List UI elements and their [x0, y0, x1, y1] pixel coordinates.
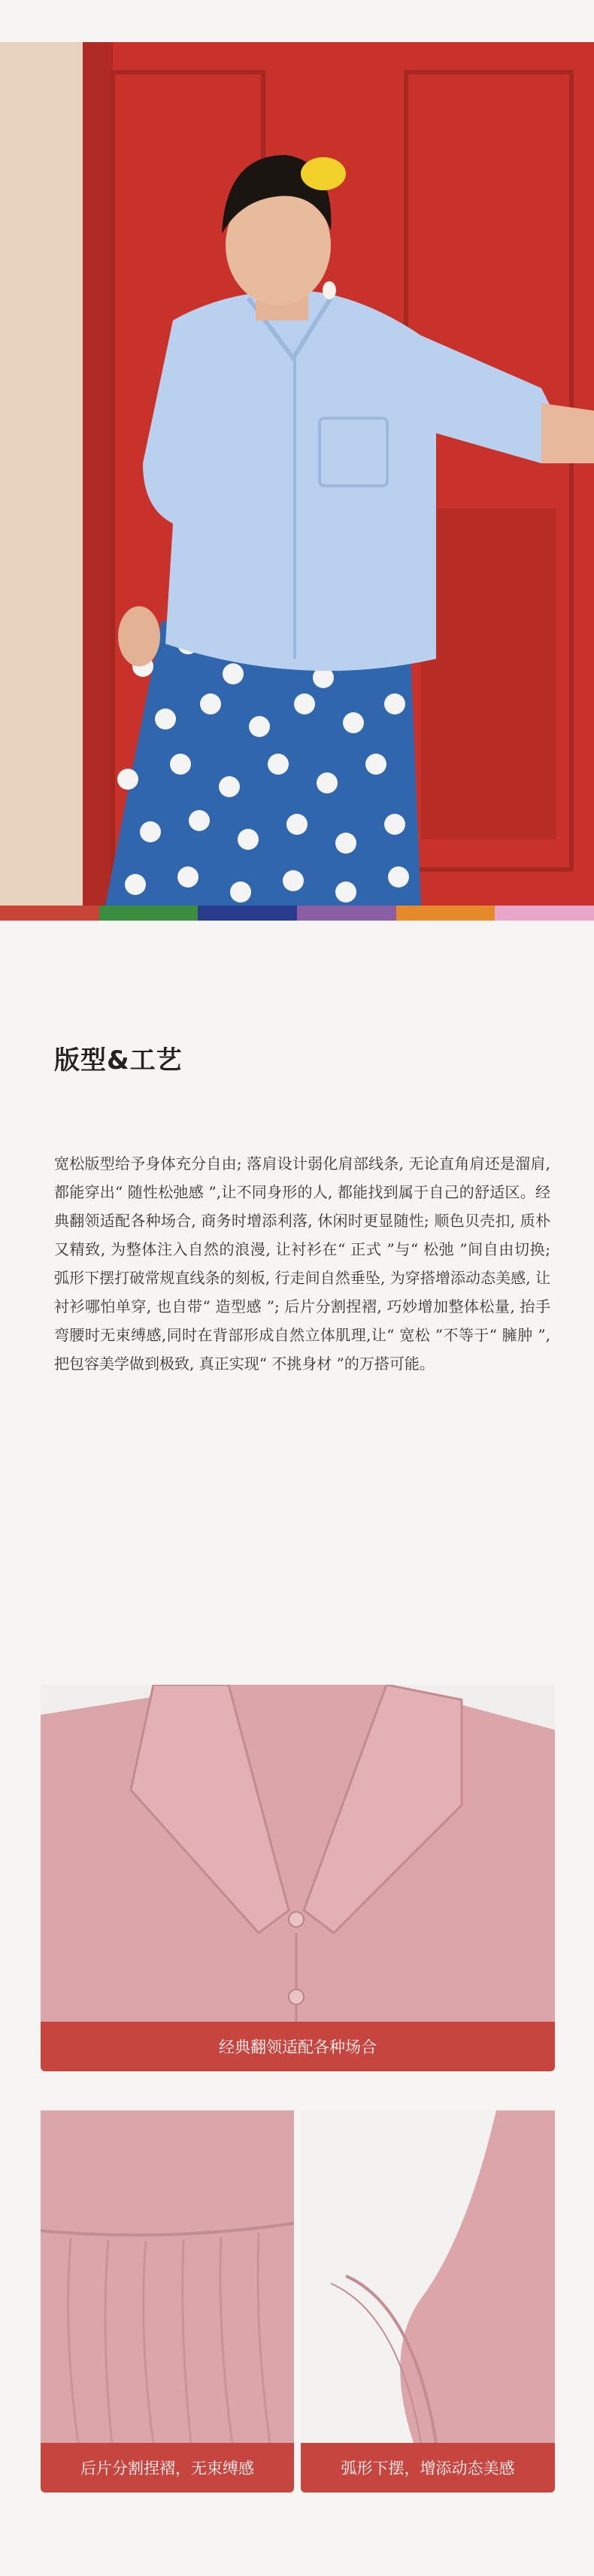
section-description: 宽松版型给予身体充分自由; 落肩设计弱化肩部线条, 无论直角肩还是溜肩, 都能穿出“ 随性松弛感 ”,让不同身形的人, 都能找到属于自己的舒适区。经典翻领适配各种场合, 商务时增添利落, 休闲时更显随性; 顺色贝壳扣, 质朴又精致, 为整体注入自然的浪漫, 让衬衫在“ 正式 ”与“ 松弛 ”间自由切换; 弧形下摆打破常规直线条的刻板, 行走间自然垂坠, 为穿搭增添动态美感, 让衬衫哪怕单穿, 也自带“ 造型感 ”; 后片分割捏褶, 巧妙增加整体松量, 抬手 弯腰时无束缚感,同时在背部形成自然立体肌理,让“ 宽松 ”不等于“ 臃肿 ”,把包容美学做到极致, 真正实现“ 不挑身材 ”的万搭可能。	[54, 1154, 556, 1373]
stripe-purple	[297, 906, 396, 921]
color-stripe	[0, 906, 594, 921]
hem-photo	[301, 2110, 555, 2443]
collar-photo	[41, 1685, 555, 2022]
collar-caption: 经典翻领适配各种场合	[41, 2022, 555, 2071]
stripe-pink	[495, 906, 594, 921]
stripe-red	[0, 906, 99, 921]
stripe-orange	[396, 906, 496, 921]
hem-caption: 弧形下摆，增添动态美感	[301, 2443, 555, 2493]
section-title: 版型&工艺	[54, 1045, 183, 1076]
stripe-blue	[198, 906, 297, 921]
back-pleat-photo	[41, 2110, 294, 2443]
stripe-green	[99, 906, 199, 921]
back-pleat-caption: 后片分割捏褶，无束缚感	[41, 2443, 294, 2493]
hero-photo	[0, 42, 594, 906]
